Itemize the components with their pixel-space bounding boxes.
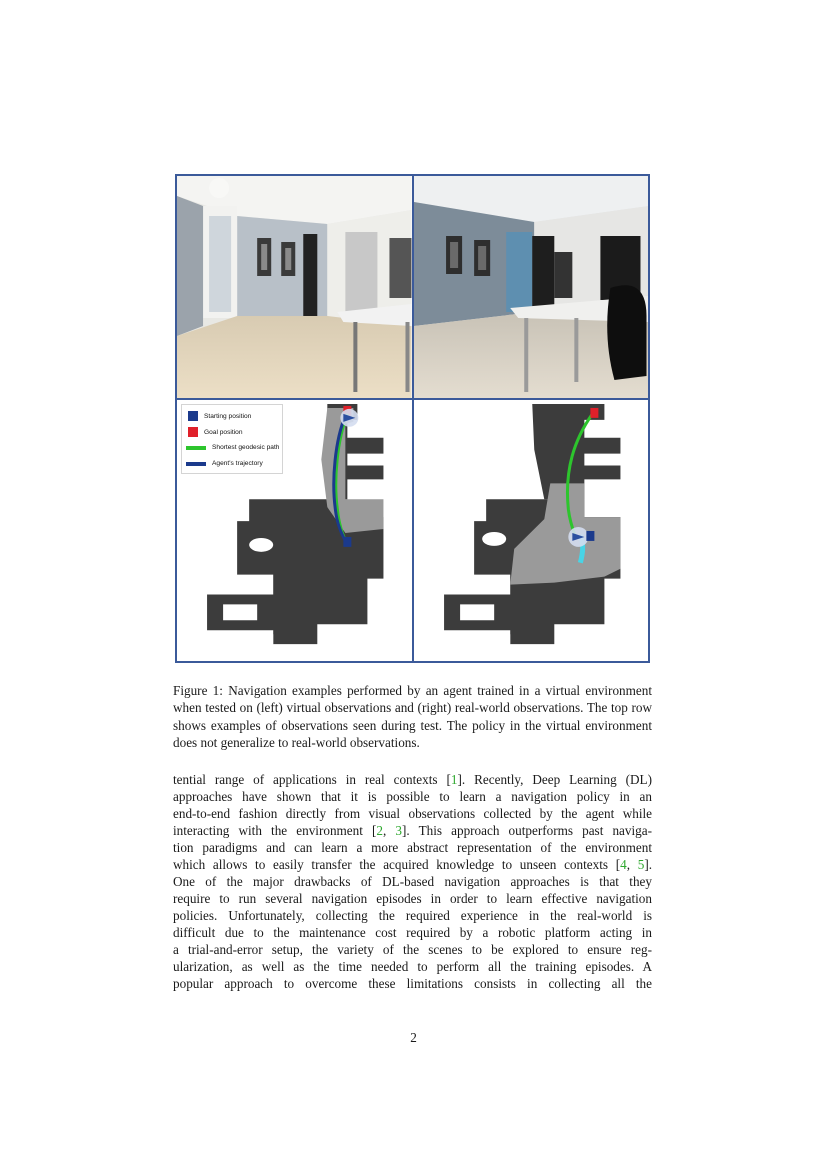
citation-link[interactable]: 4: [620, 857, 627, 872]
legend-goal-label: Goal position: [204, 428, 243, 436]
virtual-observation-image: [177, 176, 412, 398]
citation-link[interactable]: 2: [376, 823, 384, 838]
citation-link[interactable]: 3: [395, 823, 403, 838]
body-line: tion paradigms and can learn a more abstract representation of the environment: [173, 840, 652, 855]
body-line: which allows to easily transfer the acquired knowledge to unseen contexts [4, 5].: [173, 857, 653, 872]
body-line: ularization, as well as the time needed to perform all the training episodes. A: [173, 959, 652, 974]
legend-goal: [188, 427, 243, 437]
body-line: require to run several navigation episodes in order to learn effective navigation: [173, 891, 652, 906]
citation-link[interactable]: 1: [450, 772, 458, 787]
shortest-swatch: [186, 446, 206, 450]
figure-caption: Figure 1: Navigation examples performed by an agent trained in a virtual environment when tested on (left) virtual observations and (right) real-world observations. The top row shows examples of observations seen during test. The policy in the virtual environment does not generalize to real-world observations.: [173, 683, 652, 751]
legend-start-label: Starting position: [204, 412, 252, 420]
trajectory-swatch: [186, 462, 206, 466]
virtual-map-panel: [177, 400, 412, 661]
body-line: difficult due to the maintenance cost required by a robotic platform acting in: [173, 925, 652, 940]
legend-shortest-label: Shortest geodesic path: [212, 444, 280, 451]
body-line: approaches have shown that it is possible to learn a navigation policy in an: [173, 789, 652, 804]
goal-swatch: [188, 427, 198, 437]
page-number: 2: [410, 1030, 417, 1045]
body-line: interacting with the environment [2, 3]. This approach outperforms past naviga-: [173, 823, 653, 838]
citation-link[interactable]: 5: [637, 857, 645, 872]
real-world-map-panel: [414, 400, 649, 661]
real-world-observation-image: [414, 176, 649, 398]
body-line: policies. Unfortunately, collecting the required experience in the real-world is: [173, 908, 652, 923]
legend-trajectory-label: Agent's trajectory: [212, 460, 263, 467]
body-line: a trial-and-error setup, the variety of the scenes to be explored to ensure reg-: [173, 942, 652, 957]
body-line: tential range of applications in real contexts [1]. Recently, Deep Learning (DL): [173, 772, 652, 787]
legend-start: [188, 411, 251, 421]
legend-shortest: [188, 444, 279, 451]
figure-1: [175, 174, 650, 663]
legend-trajectory: [188, 460, 263, 467]
map-legend: [181, 404, 283, 474]
start-swatch: [188, 411, 198, 421]
body-line: One of the major drawbacks of DL-based navigation approaches is that they: [173, 874, 652, 889]
body-line: end-to-end fashion directly from visual observations collected by the agent while: [173, 806, 652, 821]
body-line: popular approach to overcome these limitations consists in collecting all the: [173, 976, 652, 991]
